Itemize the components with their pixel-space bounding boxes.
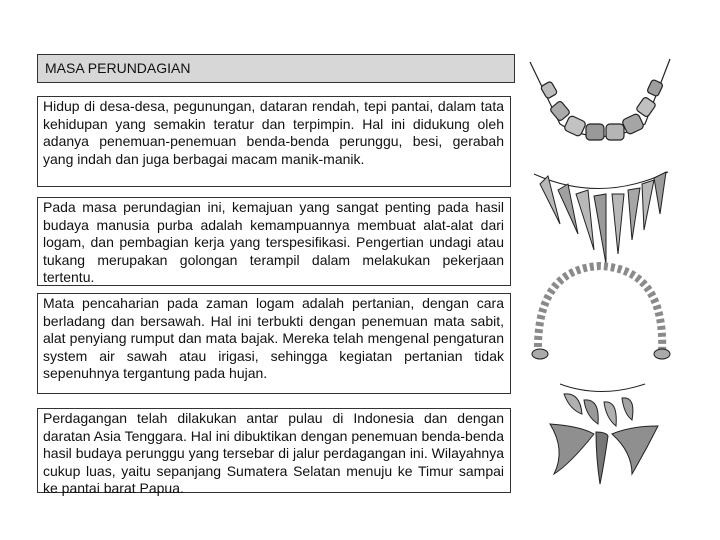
shell-necklace <box>534 172 668 264</box>
page-title: MASA PERUNDAGIAN <box>37 54 515 83</box>
paragraph-metal-craft: Pada masa perundagian ini, kemajuan yang sangat penting pada hasil budaya manusia purba adalah kemampuannya membuat alat-alat dari logam, dan pembagian kerja yang terspesifikasi. Pengertian undagi atau tukang merupakan golongan terampil dalam melakukan pekerjaan tertentu. <box>37 197 511 286</box>
paragraph-agriculture: Mata pencaharian pada zaman logam adalah pertanian, dengan cara berladang dan bersawah. Hal ini terbukti dengan penemuan mata sabit, alat penyiang rumput dan mata bajak. Mereka telah mengenal pengaturan system air sawah atau irigasi, sehingga kegiatan pertanian tidak sepenuhnya tergantung pada hujan. <box>37 293 511 394</box>
paragraph-settlement: Hidup di desa-desa, pegunungan, dataran rendah, tepi pantai, dalam tata kehidupan yang semakin teratur dan terpimpin. Hal ini didukung oleh adanya penemuan-penemuan benda-benda perunggu, besi, gerabah yang indah dan juga berbagai macam manik-manik. <box>37 96 511 187</box>
disc-bead-necklace <box>532 266 670 359</box>
bead-necklace <box>530 59 670 140</box>
paragraph-trade: Perdagangan telah dilakukan antar pulau di Indonesia dan dengan daratan Asia Tenggara. Hal ini dibuktikan dengan penemuan benda-benda hasil budaya perunggu yang tersebar di jalur perdagangan ini. Wilayahnya cukup luas, yaitu sepanjang Sumatera Selatan menuju ke Timur sampai ke pantai barat Papua. <box>37 408 511 493</box>
tooth-necklace <box>550 384 658 484</box>
necklaces-illustration <box>520 54 682 492</box>
